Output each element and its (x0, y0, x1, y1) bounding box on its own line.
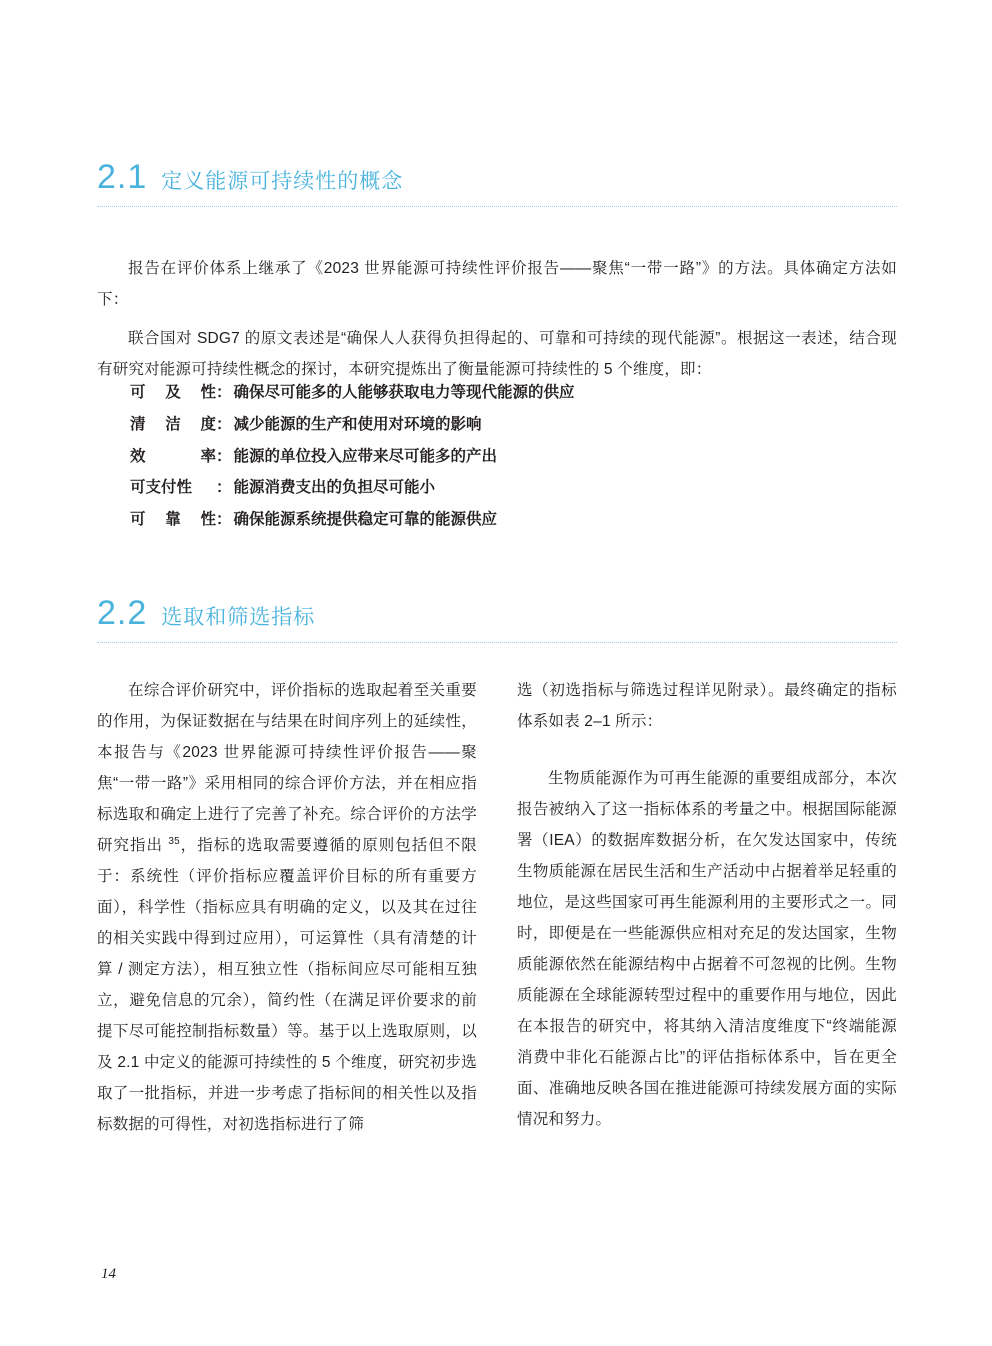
term-char: 洁 (165, 415, 181, 433)
definition-colon: ： (216, 447, 232, 465)
definition-row (130, 472, 900, 504)
definition-term (130, 472, 216, 504)
column-left (97, 675, 477, 1140)
definition-row (130, 504, 900, 536)
section-title: 选取和筛选指标 (161, 606, 316, 629)
definition-colon: ： (216, 415, 232, 433)
definition-term (130, 377, 216, 409)
term-char: 可 (130, 511, 146, 529)
definition-colon: ： (216, 479, 232, 497)
term-char: 效 (130, 447, 146, 465)
section-number: 2.1 (97, 158, 148, 196)
definition-description: 能源的单位投入应带来尽可能多的产出 (233, 447, 498, 465)
term-char: 性 (200, 384, 216, 401)
term-char: 度 (200, 415, 216, 433)
paragraph-biomass: 生物质能源作为可再生能源的重要组成部分，本次报告被纳入了这一指标体系的考量之中。根据国际能源署（IEA）的数据库数据分析，在欠发达国家中，传统生物质能源在居民生活和生产活动中占据着举足轻重的地位，是这些国家可再生能源利用的主要形式之一。同时，即便是在一些能源供应相对充足的发达国家，生物质能源依然在能源结构中占据着不可忽视的比例。生物质能源在全球能源转型过程中的重要作用与地位，因此在本报告的研究中，将其纳入清洁度维度下“终端能源消费中非化石能源占比”的评估指标体系中，旨在更全面、准确地反映各国在推进能源可持续发展方面的实际情况和努力。 (517, 770, 897, 1128)
paragraph-continuation: 选（初选指标与筛选过程详见附录）。最终确定的指标体系如表 2–1 所示： (517, 682, 897, 730)
page-number: 14 (101, 1266, 116, 1282)
definition-row (130, 441, 900, 473)
definition-description: 减少能源的生产和使用对环境的影响 (233, 415, 482, 433)
term-char: 清 (130, 415, 146, 433)
definition-row (130, 409, 900, 441)
term-char: 靠 (165, 511, 181, 529)
two-column-body (97, 675, 897, 1140)
term-char: 率 (200, 447, 216, 465)
definition-description: 确保能源系统提供稳定可靠的能源供应 (233, 511, 498, 529)
definition-term (130, 441, 216, 473)
definition-description: 确保尽可能多的人能够获取电力等现代能源的供应 (233, 384, 575, 401)
definition-term (130, 409, 216, 441)
definition-term (130, 504, 216, 536)
definition-description: 能源消费支出的负担尽可能小 (233, 479, 436, 497)
definition-colon: ： (216, 384, 232, 401)
term-char: 性 (200, 511, 216, 529)
term-char: 可 (130, 384, 146, 401)
dimension-definition-list (130, 377, 900, 536)
definition-row (130, 377, 900, 409)
paragraph-intro: 报告在评价体系上继承了《2023 世界能源可持续性评价报告——聚焦“一带一路”》的方法。具体确定方法如下： (97, 259, 897, 308)
definition-colon: ： (216, 511, 232, 529)
section-heading-2-2 (97, 596, 897, 643)
term-char: 及 (165, 384, 181, 401)
section-heading-2-1 (97, 160, 897, 207)
section-title: 定义能源可持续性的概念 (161, 170, 404, 193)
term-char: 可支付性 (130, 479, 193, 497)
section-number: 2.2 (97, 594, 148, 632)
paragraph-indicator-selection: 在综合评价研究中，评价指标的选取起着至关重要的作用，为保证数据在与结果在时间序列上的延续性，本报告与《2023 世界能源可持续性评价报告——聚焦“一带一路”》采用相同的综合评价方法，并在相应指标选取和确定上进行了完善了补充。综合评价的方法学研究指出 $^{35}$，指标的选取需要遵循的原则包括但不限于：系统性（评价指标应覆盖评价目标的所有重要方面），科学性（指标应具有明确的定义，以及其在过往的相关实践中得到过应用），可运算性（具有清楚的计算 / 测定方法），相互独立性（指标间应尽可能相互独立，避免信息的冗余），简约性（在满足评价要求的前提下尽可能控制指标数量）等。基于以上选取原则，以及 2.1 中定义的能源可持续性的 5 个维度，研究初步选取了一批指标，并进一步考虑了指标间的相关性以及指标数据的可得性，对初选指标进行了筛 (97, 682, 477, 1133)
paragraph-sdg7: 联合国对 SDG7 的原文表述是“确保人人获得负担得起的、可靠和可持续的现代能源”。根据这一表述，结合现有研究对能源可持续性概念的探讨，本研究提炼出了衡量能源可持续性的 5 个维度，即： (97, 329, 897, 378)
column-right (517, 675, 897, 1140)
